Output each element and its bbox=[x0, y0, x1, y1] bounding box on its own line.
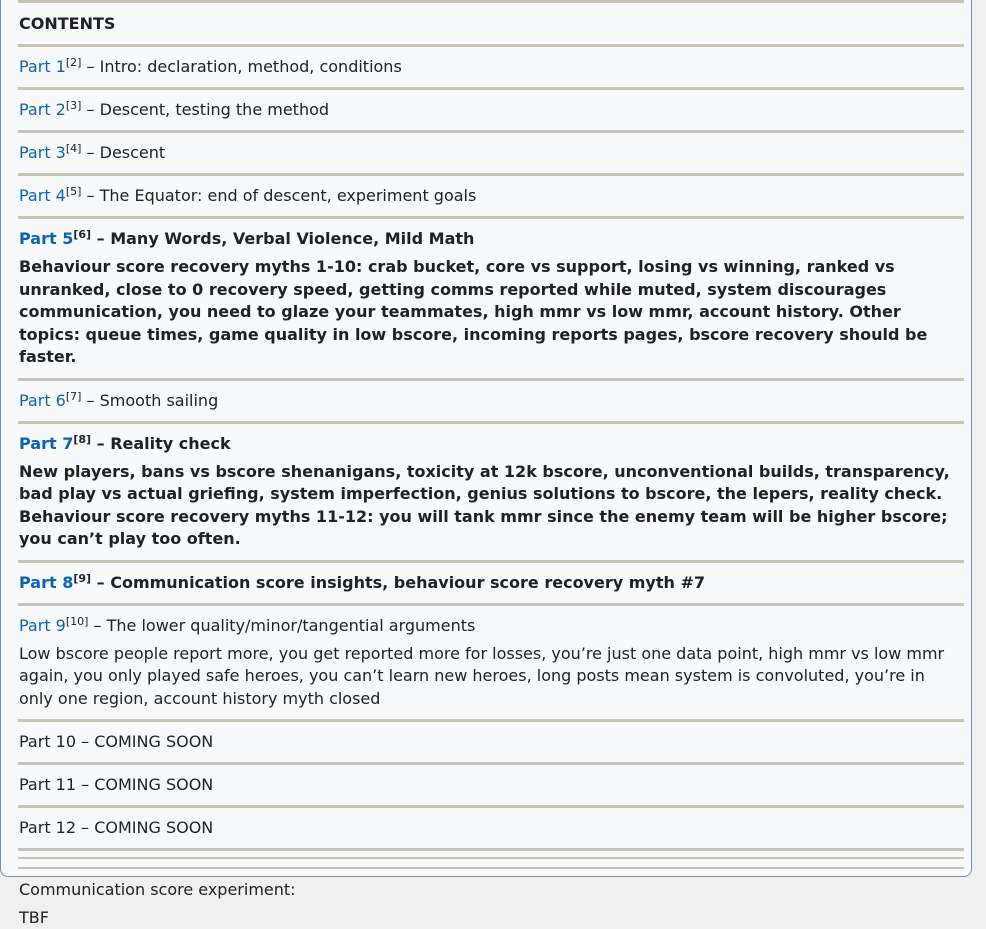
part-link[interactable]: Part 7 bbox=[19, 433, 74, 453]
dash: – bbox=[91, 433, 111, 453]
reference-marker[interactable]: [6] bbox=[73, 228, 92, 241]
part-row bbox=[18, 176, 964, 216]
reference-marker[interactable]: [7] bbox=[65, 389, 82, 403]
parts-list bbox=[18, 44, 964, 719]
part-heading: Descent bbox=[99, 143, 166, 162]
dash: – bbox=[81, 390, 100, 410]
coming-soon-row: Part 10 – COMING SOON bbox=[19, 732, 214, 751]
part-link[interactable]: Part 9 bbox=[19, 615, 66, 635]
dash: – bbox=[88, 615, 107, 635]
part-link[interactable]: Part 8 bbox=[19, 572, 74, 592]
contents-title: CONTENTS bbox=[19, 14, 116, 33]
reference-marker[interactable]: [10] bbox=[65, 614, 89, 628]
coming-soon-row: Part 11 – COMING SOON bbox=[19, 775, 214, 794]
part-heading: Intro: declaration, method, conditions bbox=[99, 57, 402, 76]
reference-marker[interactable]: [4] bbox=[65, 142, 82, 155]
coming-soon-row: Part 12 – COMING SOON bbox=[19, 818, 214, 837]
part-row bbox=[18, 90, 964, 130]
part-row bbox=[18, 563, 964, 603]
part-link[interactable]: Part 5 bbox=[19, 229, 74, 248]
part-row bbox=[18, 381, 964, 421]
part-link[interactable]: Part 6 bbox=[19, 390, 66, 410]
part-heading: Descent, testing the method bbox=[99, 100, 330, 119]
part-description: Behaviour score recovery myths 1-10: crab bucket, core vs support, losing vs winning, ranked vs unranked, close to 0 recovery speed, getting comms reported while muted, system discourages communication, you need to glaze your teammates, high mmr vs low mmr, account history. Other topics: queue times, game quality in low bscore, incoming reports pages, bscore recovery should be faster. bbox=[19, 257, 928, 366]
contents-list bbox=[18, 0, 964, 929]
dash: – bbox=[81, 143, 100, 162]
dash: – bbox=[81, 57, 100, 76]
part-heading: Communication score insights, behaviour score recovery myth #7 bbox=[110, 572, 705, 592]
part-link[interactable]: Part 3 bbox=[19, 143, 66, 162]
reference-marker[interactable]: [5] bbox=[65, 185, 82, 198]
dash: – bbox=[81, 186, 100, 205]
coming-list bbox=[18, 719, 964, 848]
part-link[interactable]: Part 4 bbox=[19, 186, 66, 205]
part-description: Low bscore people report more, you get reported more for losses, you’re just one data point, high mmr vs low mmr again, you only played safe heroes, you can’t learn new heroes, long posts mean system is convoluted, you’re in only one region, account history myth closed bbox=[19, 643, 945, 708]
part-row bbox=[18, 219, 964, 259]
spacer bbox=[18, 859, 964, 867]
part-link[interactable]: Part 2 bbox=[19, 100, 66, 119]
part-row bbox=[18, 133, 964, 173]
reference-marker[interactable]: [9] bbox=[73, 571, 92, 585]
footer-value: TBF bbox=[19, 908, 49, 927]
dash: – bbox=[81, 100, 100, 119]
part-description: New players, bans vs bscore shenanigans, toxicity at 12k bscore, unconventional builds, transparency, bad play vs actual griefing, system imperfection, genius solutions to bscore, the lepers, reality check. Behaviour score recovery myths 11-12: you will tank mmr since the enemy team will be higher bscore; you can’t play too often. bbox=[19, 461, 950, 548]
dash: – bbox=[91, 572, 111, 592]
reference-marker[interactable]: [8] bbox=[73, 432, 92, 446]
part-heading: The Equator: end of descent, experiment goals bbox=[99, 186, 477, 205]
part-row bbox=[18, 47, 964, 87]
part-heading: Reality check bbox=[110, 433, 231, 453]
reference-marker[interactable]: [3] bbox=[65, 99, 82, 112]
footer bbox=[18, 869, 964, 929]
part-heading: Many Words, Verbal Violence, Mild Math bbox=[110, 229, 475, 248]
footer-label: Communication score experiment: bbox=[19, 880, 296, 899]
part-heading: Smooth sailing bbox=[99, 390, 219, 410]
part-heading: The lower quality/minor/tangential arguments bbox=[106, 615, 476, 635]
reference-marker[interactable]: [2] bbox=[65, 56, 82, 69]
part-row bbox=[18, 424, 964, 464]
dash: – bbox=[91, 229, 111, 248]
part-link[interactable]: Part 1 bbox=[19, 57, 66, 76]
part-row bbox=[18, 606, 964, 646]
